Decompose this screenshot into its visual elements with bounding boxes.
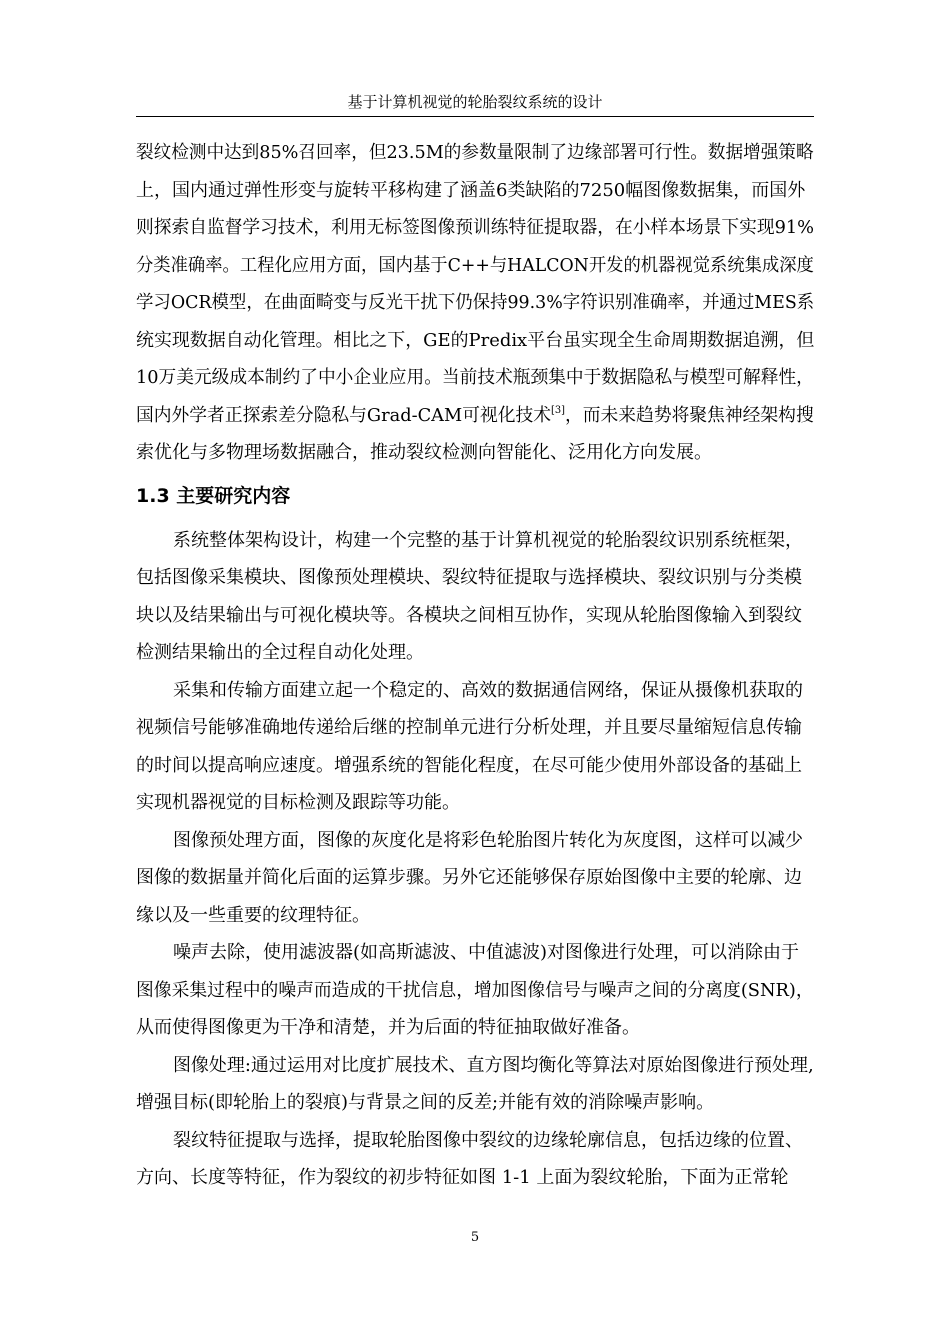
paragraph — [136, 672, 814, 822]
text-line: 图像预处理方面，图像的灰度化是将彩色轮胎图片转化为灰度图，这样可以减少 — [173, 829, 803, 851]
paragraph — [136, 1122, 814, 1197]
section-heading: 1.3 主要研究内容 — [136, 484, 291, 507]
text-line: 系统整体架构设计，构建一个完整的基于计算机视觉的轮胎裂纹识别系统框架， — [173, 529, 803, 551]
text-line: 统实现数据自动化管理。相比之下，GE的Predix平台虽实现全生命周期数据追溯，但 — [136, 329, 815, 351]
text-line: 学习OCR模型，在曲面畸变与反光干扰下仍保持99.3%字符识别准确率，并通过MES系 — [136, 292, 815, 313]
text-line: 实现机器视觉的目标检测及跟踪等功能。 — [136, 792, 460, 813]
text-line: 图像处理:通过运用对比度扩展技术、直方图均衡化等算法对原始图像进行预处理, — [172, 1054, 814, 1076]
text-line: 块以及结果输出与可视化模块等。各模块之间相互协作，实现从轮胎图像输入到裂纹 — [136, 604, 802, 626]
paragraph — [136, 934, 814, 1047]
text-line-with-citation — [136, 397, 814, 435]
text-line: 裂纹检测中达到85%召回率，但23.5M的参数量限制了边缘部署可行性。数据增强策略 — [136, 142, 814, 163]
text-line: 则探索自监督学习技术，利用无标签图像预训练特征提取器，在小样本场景下实现91% — [136, 217, 815, 238]
header-rule — [136, 116, 814, 117]
text-line: 的时间以提高响应速度。增强系统的智能化程度，在尽可能少使用外部设备的基础上 — [136, 754, 802, 776]
running-header: 基于计算机视觉的轮胎裂纹系统的设计 — [347, 93, 603, 111]
text-line: 上，国内通过弹性形变与旋转平移构建了涵盖6类缺陷的7250幅图像数据集，而国外 — [136, 179, 806, 201]
paragraph — [136, 1047, 814, 1122]
text-line: 裂纹特征提取与选择，提取轮胎图像中裂纹的边缘轮廓信息，包括边缘的位置、 — [173, 1129, 803, 1151]
text-line: 索优化与多物理场数据融合，推动裂纹检测向智能化、泛用化方向发展。 — [136, 442, 712, 463]
text-segment: 国内外学者正探索差分隐私与Grad-CAM可视化技术 — [136, 404, 552, 426]
text-line: 采集和传输方面建立起一个稳定的、高效的数据通信网络，保证从摄像机获取的 — [173, 679, 803, 701]
paragraph — [136, 822, 814, 935]
page-number: 5 — [470, 1230, 480, 1245]
paragraph — [136, 522, 814, 672]
text-line: 图像的数据量并简化后面的运算步骤。另外它还能够保存原始图像中主要的轮廓、边 — [136, 867, 802, 888]
text-line: 从而使得图像更为干净和清楚，并为后面的特征抽取做好准备。 — [136, 1017, 640, 1038]
intro-paragraph — [136, 134, 814, 472]
text-line: 噪声去除，使用滤波器(如高斯滤波、中值滤波)对图像进行处理，可以消除由于 — [173, 942, 800, 963]
text-line: 包括图像采集模块、图像预处理模块、裂纹特征提取与选择模块、裂纹识别与分类模 — [136, 567, 802, 588]
text-line: 视频信号能够准确地传递给后继的控制单元进行分析处理，并且要尽量缩短信息传输 — [136, 717, 802, 738]
page-body — [136, 134, 814, 1197]
text-line: 缘以及一些重要的纹理特征。 — [136, 904, 370, 926]
text-segment: ，而未来趋势将聚焦神经架构搜 — [565, 404, 814, 426]
text-line: 增强目标(即轮胎上的裂痕)与背景之间的反差;并能有效的消除噪声影响。 — [136, 1092, 715, 1113]
text-line: 检测结果输出的全过程自动化处理。 — [136, 642, 424, 663]
citation-reference[interactable]: [3] — [551, 404, 566, 416]
text-line: 方向、长度等特征，作为裂纹的初步特征如图 1-1 上面为裂纹轮胎，下面为正常轮 — [136, 1167, 789, 1188]
text-line: 图像采集过程中的噪声而造成的干扰信息，增加图像信号与噪声之间的分离度(SNR)， — [136, 979, 814, 1001]
text-line: 分类准确率。工程化应用方面，国内基于C++与HALCON开发的机器视觉系统集成深度 — [136, 254, 814, 276]
text-line: 10万美元级成本制约了中小企业应用。当前技术瓶颈集中于数据隐私与模型可解释性， — [136, 367, 814, 388]
